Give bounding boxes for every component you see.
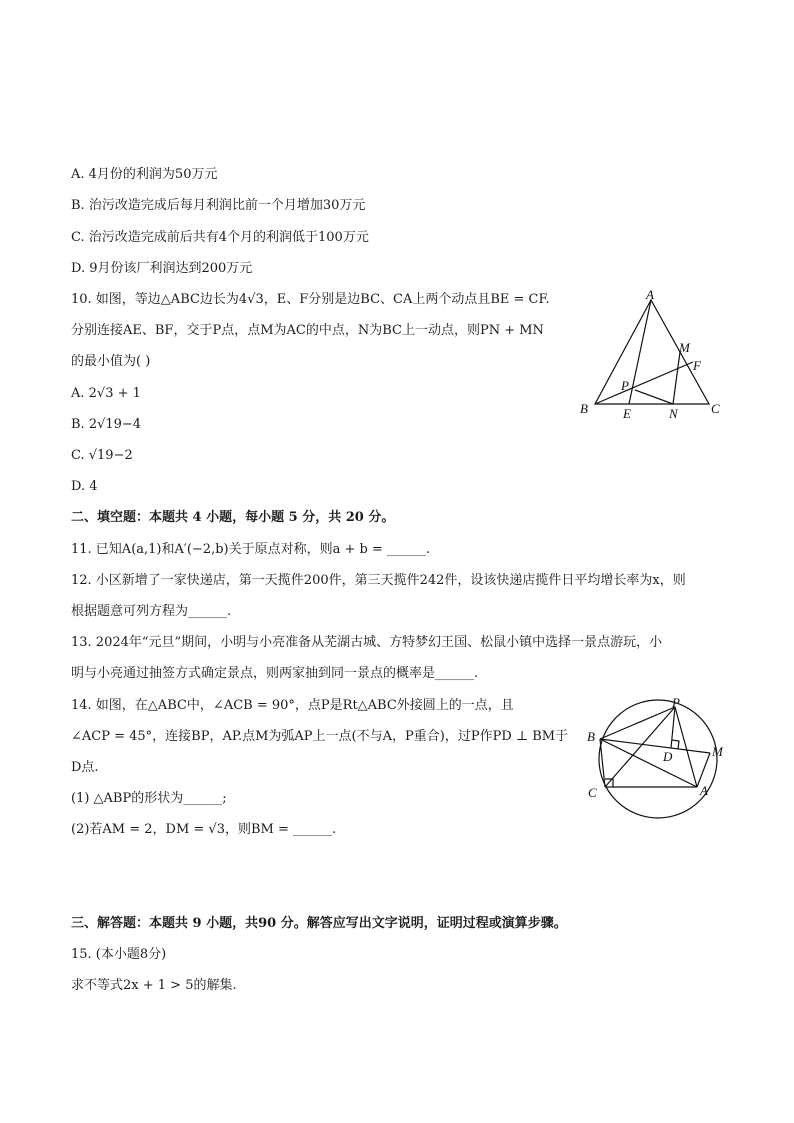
label-e: E: [623, 406, 631, 421]
segment-ba: [600, 739, 697, 787]
q10-stem-line3: 的最小值为( ): [71, 354, 151, 369]
label-a: A: [700, 783, 708, 798]
q14-stem-line3: D点.: [71, 760, 99, 775]
label-b: B: [580, 401, 588, 416]
q14-sub1: (1) △ABP的形状为______;: [71, 791, 227, 806]
q14-stem-line1: 14. 如图，在△ABC中，∠ACB = 90°，点P是Rt△ABC外接圆上的一点，且: [71, 698, 514, 713]
q10-triangle-figure: [575, 290, 725, 425]
q10-option-d: D. 4: [71, 479, 98, 494]
q11-text: 11. 已知A(a,1)和A′(−2,b)关于原点对称，则a + b = ______.: [71, 542, 431, 557]
q14-stem-line2: ∠ACP = 45°，连接BP，AP.点M为弧AP上一点(不与A，P重合)，过P作PD ⊥ BM于: [71, 729, 569, 744]
q14-circle-figure: [580, 695, 730, 820]
label-n: N: [669, 406, 678, 421]
segment-bm: [600, 739, 710, 753]
label-c: C: [588, 785, 597, 800]
q14-sub2: (2)若AM = 2，DM = √3，则BM = ______.: [71, 822, 337, 837]
label-b: B: [587, 729, 595, 744]
section2-heading: 二、填空题：本题共 4 小题，每小题 5 分，共 20 分。: [71, 510, 395, 525]
q10-stem-line2: 分别连接AE、BF，交于P点，点M为AC的中点，N为BC上一动点，则PN + MN: [71, 323, 544, 338]
q10-option-c: C. √19−2: [71, 448, 133, 463]
label-a: A: [646, 290, 654, 302]
q12-line1: 12. 小区新增了一家快递店，第一天揽件200件，第三天揽件242件，设该快递店揽件日平均增长率为x，则: [71, 573, 686, 588]
right-angle-d: [672, 740, 679, 749]
section3-heading: 三、解答题：本题共 9 小题，共90 分。解答应写出文字说明，证明过程或演算步骤。: [71, 916, 567, 931]
segment-mn: [673, 352, 680, 404]
segment-ma: [697, 753, 710, 787]
q15-title: 15. (本小题8分): [71, 947, 167, 962]
label-m: M: [679, 340, 690, 355]
q10-option-a: A. 2√3 + 1: [71, 386, 141, 401]
label-c: C: [711, 401, 720, 416]
q10-stem-line1: 10. 如图，等边△ABC边长为4√3，E、F分别是边BC、CA上两个动点且BE = CF.: [71, 292, 550, 307]
q9-option-d: D. 9月份该厂利润达到200万元: [71, 261, 253, 276]
label-m: M: [712, 744, 723, 759]
label-p: P: [621, 378, 629, 393]
q13-line1: 13. 2024年“元旦”期间，小明与小亮准备从芜湖古城、方特梦幻王国、松鼠小镇中选择一景点游玩，小: [71, 635, 663, 650]
label-p: P: [672, 695, 680, 710]
q10-option-b: B. 2√19−4: [71, 417, 142, 432]
q9-option-c: C. 治污改造完成前后共有4个月的利润低于100万元: [71, 230, 369, 245]
circumcircle: [599, 700, 717, 818]
label-f: F: [693, 358, 701, 373]
triangle-abc: [595, 300, 709, 404]
label-d: D: [663, 749, 673, 764]
q9-option-a: A. 4月份的利润为50万元: [71, 167, 218, 182]
q12-line2: 根据题意可列方程为______.: [71, 604, 232, 619]
segment-pn: [635, 390, 673, 404]
q9-option-b: B. 治污改造完成后每月利润比前一个月增加30万元: [71, 198, 366, 213]
q15-text: 求不等式2x + 1 > 5的解集.: [71, 978, 237, 993]
q13-line2: 明与小亮通过抽签方式确定景点，则两家抽到同一景点的概率是______.: [71, 666, 479, 681]
segment-pd: [671, 707, 675, 748]
